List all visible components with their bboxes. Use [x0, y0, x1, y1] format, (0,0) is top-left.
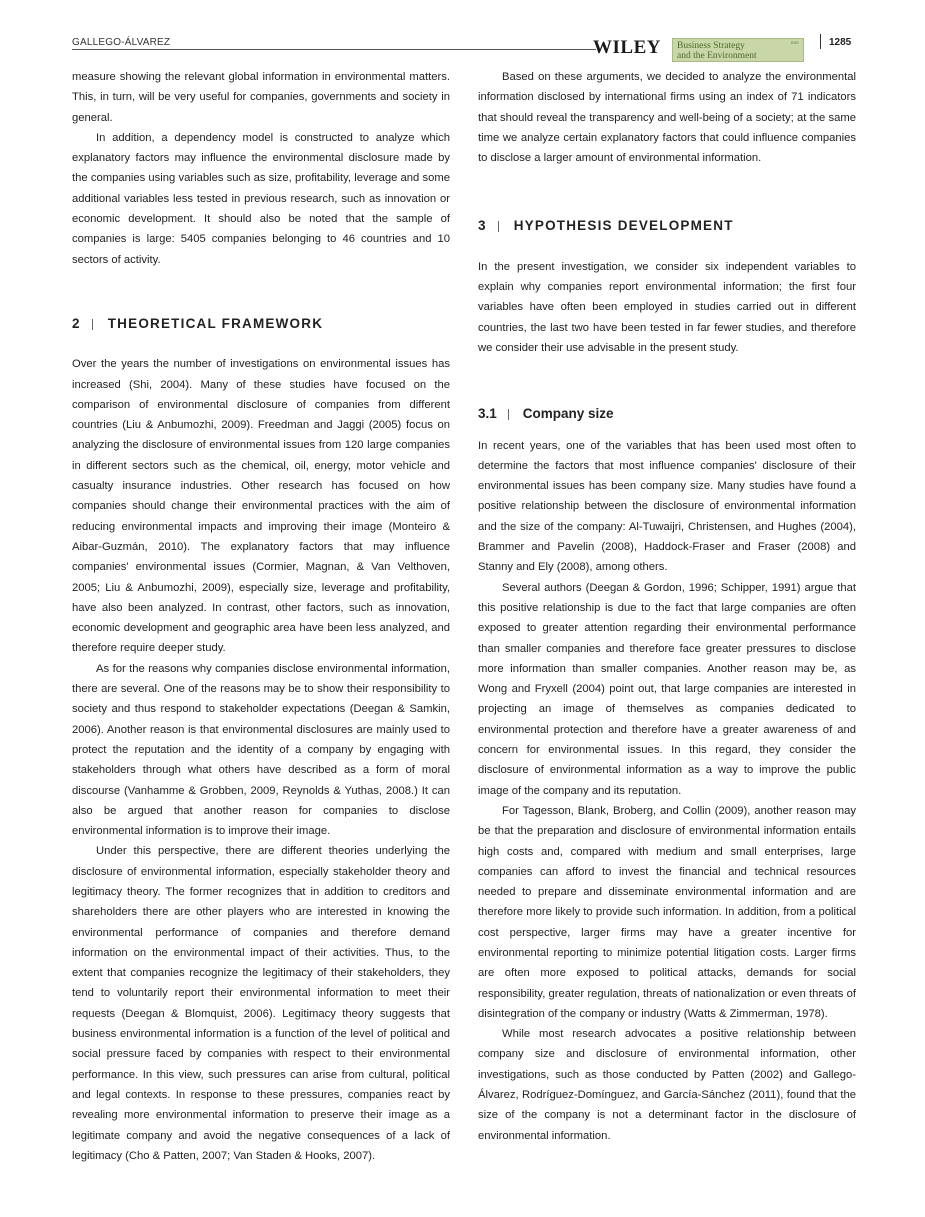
header-rule — [72, 49, 596, 50]
section-number: 2 — [72, 315, 81, 331]
paragraph-company-size-1: In recent years, one of the variables that has been used most often to determine the factors that most influence companies' disclosure of their environmental issues has been company size. Many studies have found a positive relationship between the disclosure of environmental information and the size of the company: Al-Tuwaijri, Christensen, and Hughes (2004), Brammer and Pavelin (2008), Haddock-Fraser and Fraser (2008) and Stanny and Ely (2008), among others. — [478, 439, 856, 574]
page-number: 1285 — [829, 37, 852, 48]
paragraph-hypothesis-1: In the present investigation, we consider six independent variables to explain why companies report environmental information; the first four variables have often been employed in studies carried out in different countries, the last two have been tested in far fewer studies, and therefore we consider their use advisable in the present study. — [478, 260, 856, 354]
section-heading-theoretical-framework — [72, 314, 450, 334]
paragraph-theoretical-2: As for the reasons why companies disclose environmental information, there are several. One of the reasons may be to show their responsibility to society and thus respond to stakeholder expectations (Deegan & Samkin, 2006). Another reason is that environmental disclosures are mainly used to protect the reputation and the identity of a company by engaging with stakeholders through what others have described as a form of moral discourse (Vanhamme & Grobben, 2009, Reynolds & Yuthas, 2008.) It can also be argued that another reason for companies to disclose environmental information is to improve their image. — [72, 662, 450, 838]
journal-tag: BSE — [790, 40, 799, 45]
subsection-heading-company-size — [478, 404, 856, 424]
paragraph-company-size-2: Several authors (Deegan & Gordon, 1996; Schipper, 1991) argue that this positive relationship is due to the fact that large companies are often exposed to greater attention regarding their environmental performance than smaller companies and therefore face greater pressures to disclose more information than smaller companies. Another reason may be, as Wong and Fryxell (2004) point out, that large companies are interested in projecting an image of themselves as companies dedicated to environmental protection and therefore have a greater awareness of and concern for environmental issues. In this regard, they consider the disclosure of environmental information as a way to improve the public image of the company and its reputation. — [478, 581, 856, 797]
section-title: HYPOTHESIS DEVELOPMENT — [513, 218, 734, 234]
paragraph-company-size-3: For Tagesson, Blank, Broberg, and Collin (2009), another reason may be that the preparation and disclosure of environmental information entails high costs and, compared with medium and small enterprises, large companies can afford to invest the financial and technical resources needed to prepare and disseminate environmental information and are therefore more likely to provide such information. In addition, from a political cost perspective, larger firms may have a greater incentive for environmental reporting to minimize potential litigation costs. Larger firms are often more exposed to political attacks, demands for social responsibility, greater regulation, threats of nationalization or even threats of disintegration of the company or industry (Watts & Zimmerman, 1978). — [478, 804, 856, 1020]
paragraph-intro-continued: measure showing the relevant global information in environmental matters. This, in turn, will be very useful for companies, governments and society in general. — [72, 71, 450, 124]
paragraph-company-size-4: While most research advocates a positive relationship between company size and disclosure of environmental information, other investigations, such as those conducted by Patten (2002) and Gallego-Álvarez, Rodríguez-Domínguez, and García-Sánchez (2011), found that the size of the company is not a determinant factor in the disclosure of environmental information. — [478, 1028, 856, 1142]
paragraph-theoretical-3: Under this perspective, there are different theories underlying the disclosure of environmental information, especially stakeholder theory and legitimacy theory. The former recognizes that in addition to creditors and shareholders there are other players who are interested in knowing the environmental performance of companies and therefore demand information on the environmental impact of their activities. Thus, to the extent that companies recognize the legitimacy of their stakeholders, they tend to voluntarily report their environmental information to meet their requests (Deegan & Blomquist, 2006). Legitimacy theory suggests that business environmental information is a function of the level of political and social pressure faced by companies with respect to their environmental performance. In this view, such pressures can arise from cultural, political and legal contexts. In response to these pressures, companies react by revealing more environmental information to preserve their image as a legitimate company and avoid the negative consequences of a lack of legitimacy (Cho & Patten, 2007; Van Staden & Hooks, 2007). — [72, 845, 450, 1162]
subsection-title: Company size — [522, 406, 614, 422]
left-column — [72, 67, 450, 1166]
paragraph-arguments: Based on these arguments, we decided to analyze the environmental information disclosed by international firms using an index of 71 indicators that should reveal the transparency and well-being of a society; at the same time we analyze certain explanatory factors that could influence companies to disclose a larger amount of environmental information. — [478, 71, 856, 165]
running-head-author: GALLEGO-ÁLVAREZ — [72, 37, 171, 48]
journal-title-line1: Business Strategy — [677, 41, 745, 51]
publisher-logo: WILEY — [593, 37, 661, 58]
heading-divider — [508, 409, 509, 420]
section-heading-hypothesis-development — [478, 216, 856, 236]
journal-badge — [672, 38, 804, 62]
heading-divider — [498, 221, 499, 232]
heading-divider — [92, 319, 93, 330]
right-column — [478, 67, 856, 1146]
paragraph-intro-dependency-model: In addition, a dependency model is constructed to analyze which explanatory factors may influence the environmental disclosure made by the companies using variables such as size, profitability, leverage and some additional variables less tested in previous research, such as innovation or economic development. It should also be noted that the sample of companies is large: 5405 companies belonging to 46 countries and 10 sectors of activity. — [72, 131, 450, 266]
section-title: THEORETICAL FRAMEWORK — [107, 315, 324, 331]
journal-title-line2: and the Environment — [677, 51, 757, 61]
page-number-divider — [820, 34, 821, 49]
paragraph-theoretical-1: Over the years the number of investigations on environmental issues has increased (Shi, 2004). Many of these studies have focused on the comparison of environmental disclosure of companies from different countries (Liu & Anbumozhi, 2009). Freedman and Jaggi (2005) focus on analyzing the disclosure of environmental issues from 120 large companies in different sectors such as the chemical, oil, energy, motor vehicle and casualty insurance industries. Other research has focused on how companies should change their environmental practices with the aim of reducing environmental impacts and improving their image (Monteiro & Aibar-Guzmán, 2010). The explanatory factors that may influence companies' environmental issues (Cormier, Magnan, & Van Velthoven, 2005; Liu & Anbumozhi, 2009), especially size, leverage and profitability, have also been analyzed. In contrast, other factors, such as innovation, economic development and geographic area have been less analyzed, and therefore require deeper study. — [72, 358, 450, 655]
section-number: 3 — [478, 218, 487, 234]
subsection-number: 3.1 — [478, 406, 497, 422]
